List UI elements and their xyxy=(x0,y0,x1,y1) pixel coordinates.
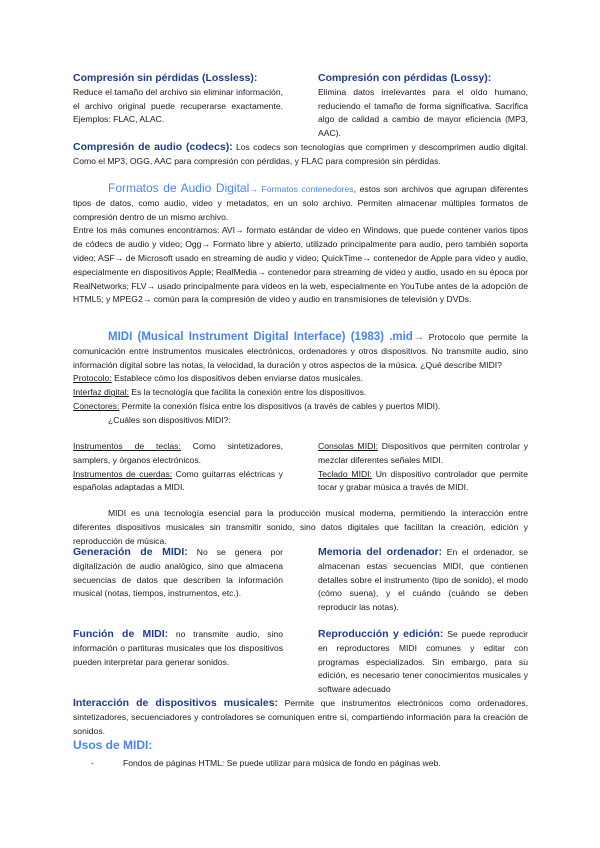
devices-left xyxy=(73,440,283,495)
lossy-section xyxy=(318,72,528,141)
uses-section xyxy=(73,739,528,771)
function-title: Función de MIDI: xyxy=(73,628,169,640)
lossy-body: Elimina datos irrelevantes para el oído humano, reduciendo el tamaño de forma significativa. Sacrifica algo de calidad a cambio de mayor eficiencia (MP3, AAC). xyxy=(318,86,528,139)
consoles-label: Consolas MIDI: xyxy=(318,441,379,451)
interaction-title: Interacción de dispositivos musicales: xyxy=(73,697,279,709)
formats-title: Formatos de Audio Digital xyxy=(108,181,250,195)
keyboard-label: Teclado MIDI: xyxy=(318,468,372,479)
playback-title: Reproducción y edición: xyxy=(318,628,444,640)
memory-section xyxy=(318,546,528,615)
formats-arrow-label: → Formatos contenedores xyxy=(249,184,354,194)
strings-label: Instrumentos de cuerdas: xyxy=(73,468,173,479)
function-section xyxy=(73,628,283,669)
formats-list: Entre los más comunes encontramos: AVI→ formato estándar de video en Windows, que puede contener varios tipos de códecs de audio y video; Ogg→ Formato libre y abierto, utilizado principalmente para audio, pero también soporta video; ASF→ de Microsoft usado en streaming de audio y video; QuickTime→ contenedor de Apple para video y audio, especialmente en dispositivos Apple; RealMedia→ contenedor para streaming de video y audio, usado en su época por RealNetworks; FLV→ usado principalmente para videos en la web, especialmente en YouTube antes de la adopción de HTML5; y MPEG2→ común para la compresión de video y audio en transmisiones de televisión y DVDs. xyxy=(73,225,528,305)
strings-text: Como guitarras eléctricas y españolas adaptadas a MIDI. xyxy=(73,468,283,493)
uses-item-text: Fondos de páginas HTML: Se puede utilizar para música de fondo en páginas web. xyxy=(123,757,441,768)
uses-list-item xyxy=(73,757,528,771)
keys-label: Instrumentos de teclas: xyxy=(73,441,181,451)
protocol-text: Establece cómo los dispositivos deben enviarse datos musicales. xyxy=(111,373,363,384)
bullet-dash: - xyxy=(91,757,94,768)
formats-section xyxy=(73,182,528,307)
generation-section xyxy=(73,546,283,601)
interaction-body: Permite que instrumentos electrónicos como ordenadores, sintetizadores, secuenciadores y controladores se comuniquen entre sí, compartiendo información para la creación de sonidos. xyxy=(73,698,528,736)
midi-section xyxy=(73,331,528,428)
connectors-label: Conectores: xyxy=(73,400,120,411)
codecs-section xyxy=(73,141,528,169)
lossless-title: Compresión sin pérdidas (Lossless): xyxy=(73,72,258,84)
midi-summary-section xyxy=(73,507,528,548)
midi-title: MIDI (Musical Instrument Digital Interface) (1983) .mid xyxy=(108,331,413,343)
midi-body: Protocolo que permite la comunicación entre instrumentos musicales electrónicos, ordenadores y otros dispositivos. No transmite audio, sino información digital sobre las notas, la velocidad, la duración y otros aspectos de la música. ¿Qué describe MIDI? xyxy=(73,332,528,370)
protocol-label: Protocolo: xyxy=(73,373,112,384)
midi-arrow: → xyxy=(412,331,425,343)
playback-body: Se puede reproducir en reproductores MIDI comunes y editar con programas especializados. Sin embargo, para su edición, es necesario tener conocimientos musicales y software adecuado xyxy=(318,629,528,695)
keys-text: Como sintetizadores, samplers, y órganos electrónicos. xyxy=(73,441,283,465)
playback-section xyxy=(318,628,528,697)
codecs-body: Los codecs son tecnologías que comprimen y descomprimen audio digital. Como el MP3, OGG, AAC para compresión con pérdidas, y FLAC para compresión sin pérdidas. xyxy=(73,142,528,166)
lossless-body: Reduce el tamaño del archivo sin eliminar información, el archivo original puede recuperarse exactamente. Ejemplos: FLAC, ALAC. xyxy=(73,86,283,125)
consoles-text: Dispositivos que permiten controlar y mezclar diferentes señales MIDI. xyxy=(318,441,528,465)
devices-right xyxy=(318,440,528,495)
uses-title: Usos de MIDI: xyxy=(73,738,153,752)
generation-body: No se genera por digitalización de audio analógico, sino que almacena secuencias de datos que describen la información musical (notas, tiempos, instrumentos, etc.). xyxy=(73,547,283,599)
connectors-text: Permite la conexión física entre los dispositivos (a través de cables y puertos MIDI). xyxy=(119,400,441,411)
function-body: no transmite audio, sino información o partituras musicales que los dispositivos pueden interpretar para generar sonidos. xyxy=(73,629,283,667)
memory-body: En el ordenador, se almacenan estas secuencias MIDI, que contienen detalles sobre el instrumento (tipo de sonido), el modo (cómo suena), y el cuándo (cuándo se deben reproducir las notas). xyxy=(318,547,528,613)
lossy-title: Compresión con pérdidas (Lossy): xyxy=(318,72,492,84)
generation-title: Generación de MIDI: xyxy=(73,546,188,558)
interface-label: Interfaz digital: xyxy=(73,387,129,398)
codecs-title: Compresión de audio (codecs): xyxy=(73,141,233,153)
formats-body: , estos son archivos que agrupan diferentes tipos de datos, como audio, video y metadatos, en un solo archivo. Permiten almacenar múltiples formatos de compresión dentro de un mismo archivo. xyxy=(73,184,529,222)
interaction-section xyxy=(73,697,528,738)
midi-summary: MIDI es una tecnología esencial para la producción musical moderna, permitiendo la interacción entre diferentes dispositivos musicales sin transmitir sonido, sino datos digitales que facilitan la creación, edición y reproducción de música. xyxy=(73,508,528,546)
devices-question: ¿Cuáles son dispositivos MIDI?: xyxy=(108,414,231,425)
memory-title: Memoria del ordenador: xyxy=(318,546,443,558)
keyboard-text: Un dispositivo controlador que permite tocar y grabar música a través de MIDI. xyxy=(318,468,528,493)
interface-text: Es la tecnología que facilita la conexión entre los dispositivos. xyxy=(128,387,367,398)
lossless-section xyxy=(73,72,283,127)
